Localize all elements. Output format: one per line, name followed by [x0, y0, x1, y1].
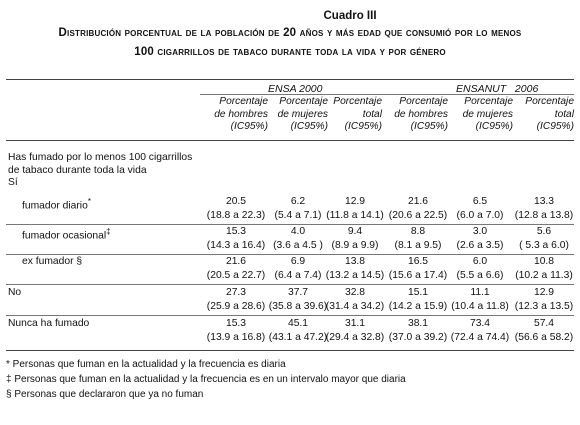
cell-value: 37.7: [287, 287, 309, 298]
row-label-text: No: [8, 287, 22, 298]
cell-ci: (37.0 a 39.2): [388, 332, 448, 343]
cell-ci: ( 5.3 a 6.0): [519, 240, 569, 251]
row-label-text: Nunca ha fumado: [8, 318, 90, 329]
column-header-line: de mujeres: [462, 108, 513, 120]
table-title-block: [0, 10, 580, 60]
table-bottom-rule: [6, 350, 574, 351]
column-header-line: Porcentaje: [333, 96, 382, 107]
group-header-ensa-2000: ENSA 2000: [268, 83, 323, 95]
cell-value: 12.9: [533, 287, 555, 298]
table-title-line-1: Distribución porcentual de la población de 20 años y más edad que consumió por lo menos: [58, 27, 522, 39]
row-label-text: fumador ocasional: [22, 230, 107, 242]
footnote: [6, 389, 203, 400]
row-label: [22, 256, 82, 269]
cell-ci: (15.6 a 17.4): [388, 270, 448, 281]
cell-value: 15.1: [407, 287, 429, 298]
cell-ci: (14.2 a 15.9): [388, 301, 448, 312]
column-header-6: [494, 96, 574, 134]
header-bottom-rule: [6, 140, 574, 141]
row-separator: [6, 284, 574, 285]
row-separator: [6, 254, 574, 255]
cell-value: 9.4: [347, 226, 363, 237]
row-label: [22, 196, 91, 213]
cell-value: 11.1: [470, 287, 490, 298]
cell-ci: (8.1 a 9.5): [394, 240, 442, 251]
cell-ci: (3.6 a 4.5 ): [273, 240, 323, 251]
cell-value: 6.5: [472, 196, 488, 207]
cell-ci: (6.4 a 7.4): [274, 270, 322, 281]
column-header-line: de mujeres: [277, 108, 328, 120]
row-label-text: ex fumador §: [22, 256, 83, 267]
group-underline: [200, 94, 574, 95]
table-title-line-2: 100 cigarrillos de tabaco durante toda la vida y por género: [134, 46, 446, 58]
column-header-line: Porcentaje: [525, 96, 574, 107]
cell-ci: (43.1 a 47.2): [268, 332, 328, 343]
cell-ci: (11.8 a 14.1): [326, 210, 384, 221]
cell-value: 32.8: [344, 287, 366, 298]
footnote-mark: ‡: [6, 374, 12, 385]
cell-ci: (10.2 a 11.3): [515, 270, 573, 281]
si-label: Sí: [8, 177, 18, 188]
cell-ci: (25.9 a 28.6): [206, 301, 266, 312]
cell-value: 12.9: [344, 196, 366, 207]
cell-value: 6.9: [290, 256, 306, 267]
column-header-line: (IC95%): [230, 121, 268, 132]
table-top-rule: [6, 79, 574, 80]
column-header-line: (IC95%): [344, 121, 382, 132]
cell-ci: (5.5 a 6.6): [456, 270, 504, 281]
footnote-mark: *: [6, 359, 10, 370]
column-header-line: Porcentaje: [279, 96, 328, 107]
question-line-2: de tabaco durante toda la vida: [8, 164, 147, 176]
column-header-line: (IC95%): [410, 121, 448, 132]
cell-value: 10.8: [533, 256, 555, 267]
column-header-line: total: [362, 108, 382, 120]
footnote-text: Personas que fuman en la actualidad y la frecuencia es diaria: [9, 359, 286, 370]
column-header-line: (IC95%): [536, 121, 574, 132]
cell-ci: (13.2 a 14.5): [325, 270, 385, 281]
column-header-line: de hombres: [394, 108, 448, 120]
cell-value: 6.2: [290, 196, 306, 207]
cell-value: 4.0: [290, 226, 306, 237]
cell-value: 13.3: [533, 196, 555, 207]
cell-value: 20.5: [225, 196, 247, 207]
cell-ci: (2.6 a 3.5): [456, 240, 504, 251]
row-label-mark: *: [87, 197, 91, 206]
cell-ci: (10.4 a 11.8): [451, 301, 509, 312]
column-header-line: Porcentaje: [464, 96, 513, 107]
cell-ci: (12.8 a 13.8): [514, 210, 574, 221]
row-label: [8, 318, 89, 331]
cell-value: 15.3: [225, 318, 247, 329]
column-header-line: (IC95%): [475, 121, 513, 132]
cell-ci: (56.6 a 58.2): [514, 332, 574, 343]
group-header-ensanut-2006: ENSANUT 2006: [456, 83, 539, 95]
table-caption: Cuadro III: [323, 10, 377, 22]
cell-value: 27.3: [225, 287, 247, 298]
cell-ci: (12.3 a 13.5): [514, 301, 574, 312]
cell-ci: (20.6 a 22.5): [388, 210, 448, 221]
row-label: [22, 226, 111, 243]
question-line-1: Has fumado por lo menos 100 cigarrillos: [8, 152, 193, 163]
footnote-mark: §: [6, 389, 12, 400]
column-header-line: Porcentaje: [219, 96, 268, 107]
cell-value: 6.0: [472, 256, 488, 267]
column-header-line: total: [554, 108, 574, 120]
row-label-text: fumador diario: [22, 200, 88, 212]
column-header-line: Porcentaje: [399, 96, 448, 107]
cell-value: 73.4: [469, 318, 491, 329]
cell-ci: (20.5 a 22.7): [206, 270, 266, 281]
row-separator: [6, 224, 574, 225]
footnote-text: Personas que fuman en la actualidad y la frecuencia es en un intervalo mayor que diaria: [11, 374, 406, 385]
cell-value: 21.6: [407, 196, 429, 207]
cell-ci: (29.4 a 32.8): [325, 332, 385, 343]
column-header-line: (IC95%): [290, 121, 328, 132]
cell-ci: (6.0 a 7.0): [456, 210, 504, 221]
question-label: [8, 152, 192, 190]
cell-value: 16.5: [407, 256, 429, 267]
cell-ci: (8.9 a 9.9): [331, 240, 379, 251]
footnote: [6, 359, 286, 370]
cell-value: 5.6: [536, 226, 552, 237]
cell-ci: (14.3 a 16.4): [206, 240, 266, 251]
cell-value: 45.1: [287, 318, 309, 329]
cell-ci: (13.9 a 16.8): [206, 332, 266, 343]
cell-value: 38.1: [407, 318, 429, 329]
row-label-mark: ‡: [106, 227, 111, 236]
cell-value: 31.1: [344, 318, 366, 329]
cell-ci: (72.4 a 74.4): [450, 332, 510, 343]
row-separator: [6, 315, 574, 316]
cell-value: 21.6: [225, 256, 247, 267]
cell-value: 15.3: [225, 226, 247, 237]
cell-ci: (5.4 a 7.1): [274, 210, 322, 221]
cell-ci: (35.8 a 39.6): [268, 301, 328, 312]
row-label: [8, 287, 21, 300]
cell-value: 3.0: [472, 226, 488, 237]
cell-ci: (31.4 a 34.2): [325, 301, 385, 312]
cell-ci: (18.8 a 22.3): [206, 210, 266, 221]
cell-value: 13.8: [344, 256, 366, 267]
footnote-text: Personas que declararon que ya no fuman: [11, 389, 204, 400]
cell-value: 8.8: [410, 226, 426, 237]
footnote: [6, 374, 406, 385]
column-header-line: de hombres: [214, 108, 268, 120]
cell-value: 57.4: [533, 318, 555, 329]
